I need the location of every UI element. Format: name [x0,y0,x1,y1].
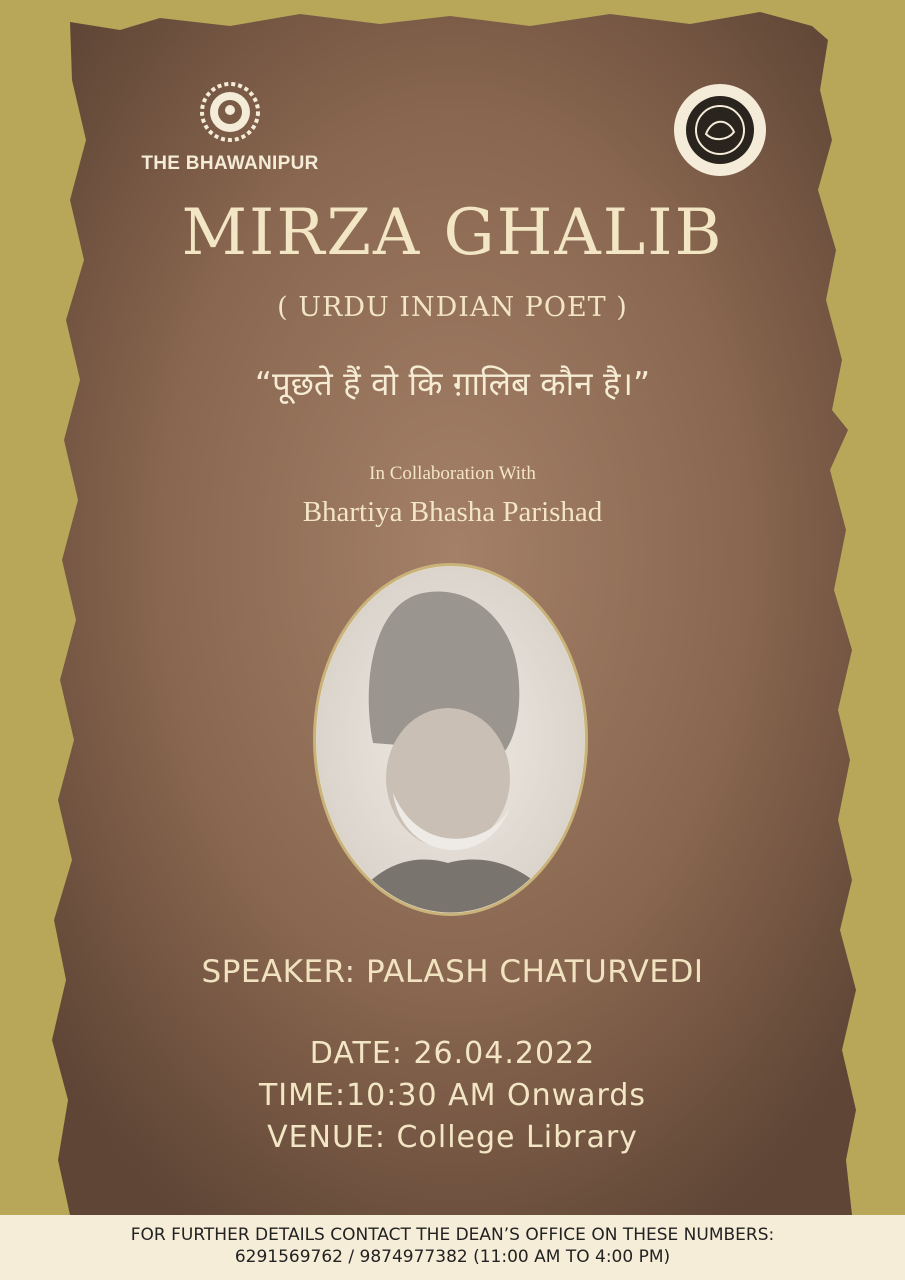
bhawanipur-logo [132,82,328,175]
page-title: MIRZA GHALIB [181,196,724,270]
portrait-image [313,563,588,916]
hindi-quote: “पूछते हैं वो कि ग़ालिब कौन है।” [254,364,651,403]
contact-numbers: 6291569762 / 9874977382 (11:00 AM TO 4:00 PM) [234,1247,671,1267]
bhasha-parishad-seal-icon [672,82,768,178]
speaker-info: SPEAKER: PALASH CHATURVEDI [201,954,704,990]
collaboration-organization: Bhartiya Bhasha Parishad [302,496,603,528]
page-subtitle: ( URDU INDIAN POET ) [277,292,628,323]
bhawanipur-emblem-icon [200,82,260,142]
bhasha-parishad-logo [672,82,768,178]
event-date: DATE: 26.04.2022 [309,1036,596,1071]
bhawanipur-name: THE BHAWANIPUR [141,153,319,174]
event-time: TIME:10:30 AM Onwards [258,1078,647,1113]
event-venue: VENUE: College Library [267,1120,638,1155]
collaboration-label: In Collaboration With [369,463,536,484]
contact-line: FOR FURTHER DETAILS CONTACT THE DEAN’S OFFICE ON THESE NUMBERS: [130,1225,775,1245]
contact-footer [0,1215,905,1280]
